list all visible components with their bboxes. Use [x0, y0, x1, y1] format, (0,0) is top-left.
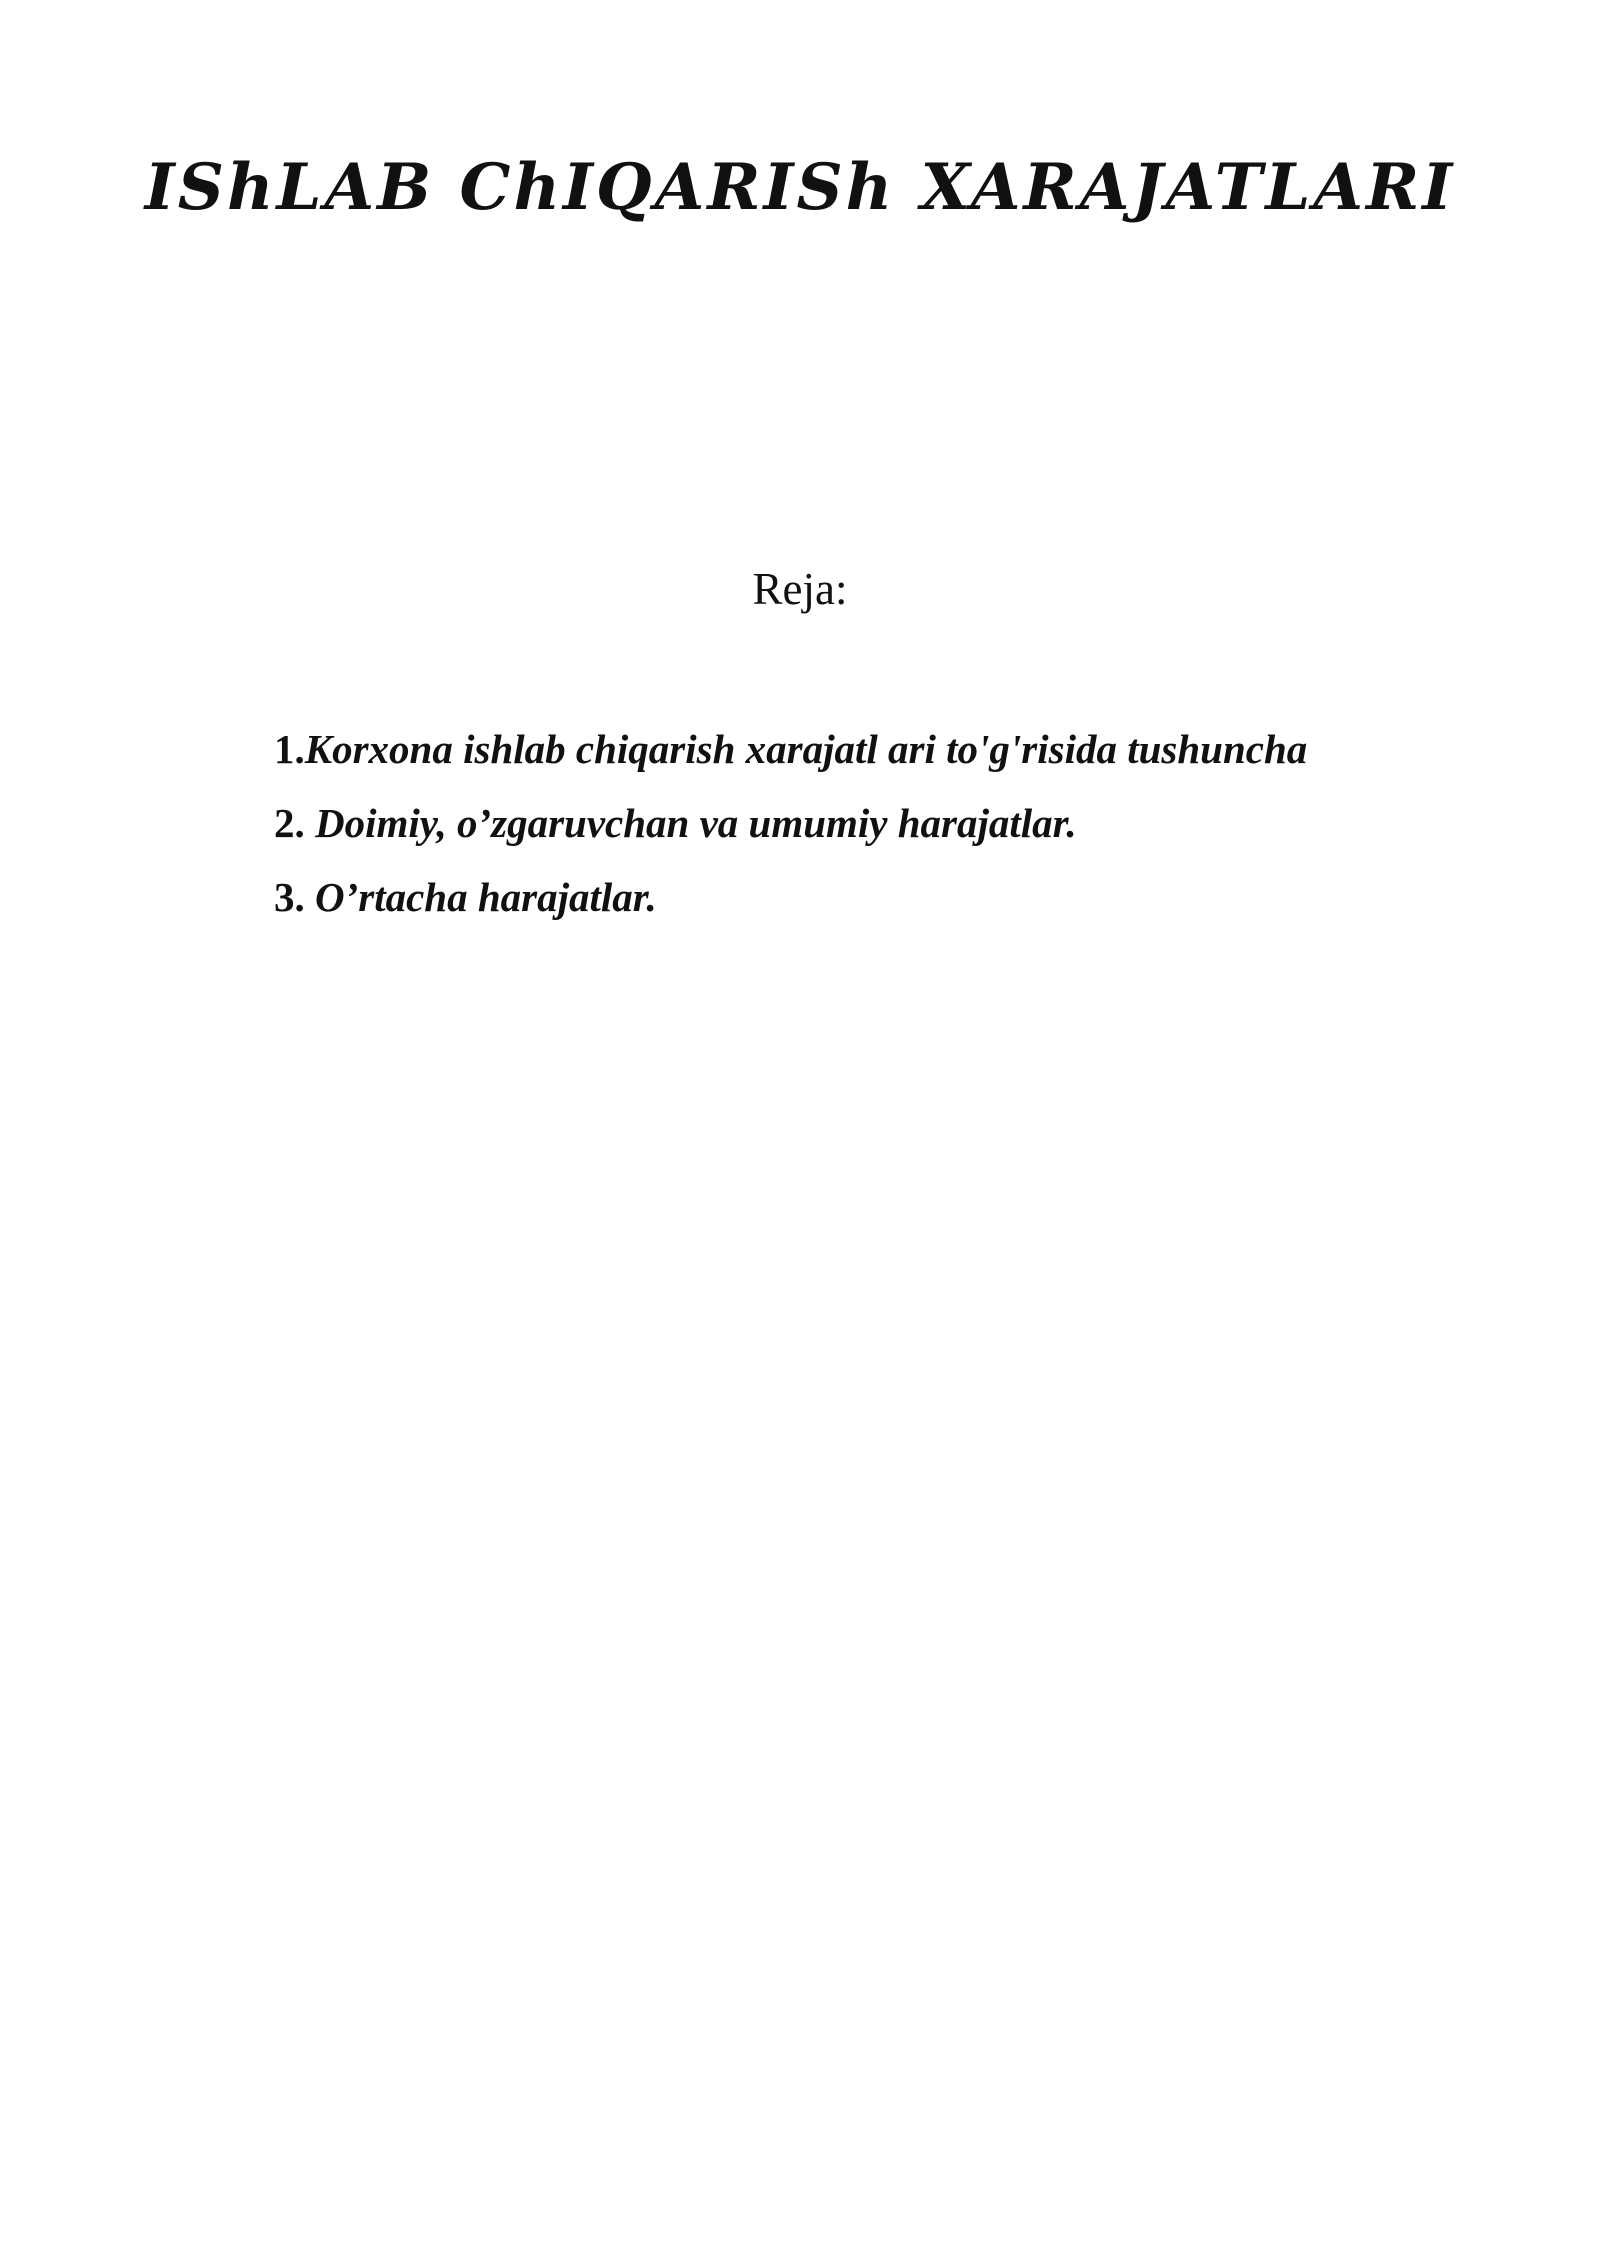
plan-item — [274, 786, 1307, 860]
plan-item-number: 3. — [274, 874, 305, 920]
plan-list — [274, 712, 1307, 934]
plan-item — [274, 860, 1307, 934]
document-title: IShLAB ChIQARISh XARAJATLARI — [144, 150, 1456, 225]
plan-item — [274, 712, 1307, 786]
plan-item-text: O’rtacha harajatlar. — [315, 874, 657, 920]
plan-item-text: Korxona ishlab chiqarish xarajatl ari to'g'risida tushuncha — [304, 726, 1308, 772]
plan-item-text: Doimiy, o’zgaruvchan va umumiy harajatlar. — [315, 800, 1077, 846]
plan-heading: Reja: — [752, 564, 848, 614]
plan-item-number: 2. — [274, 800, 305, 846]
plan-item-number: 1. — [274, 726, 305, 772]
